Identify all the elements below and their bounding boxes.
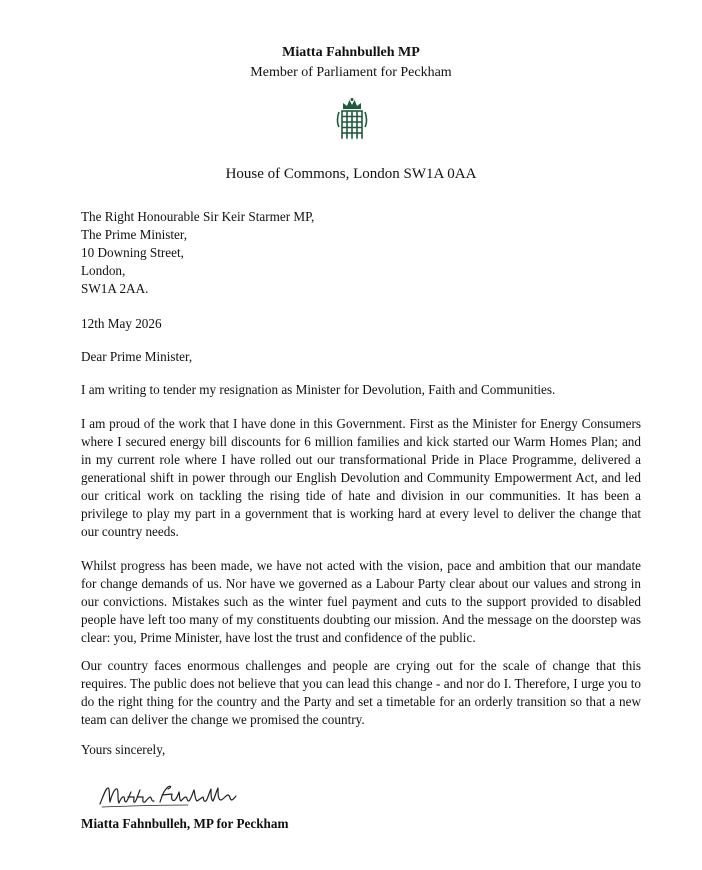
closing: Yours sincerely, bbox=[81, 742, 166, 757]
recipient-address bbox=[81, 208, 641, 298]
letter-date: 12th May 2026 bbox=[81, 316, 162, 331]
recipient-line: The Right Honourable Sir Keir Starmer MP, bbox=[81, 209, 315, 224]
mp-name: Miatta Fahnbulleh MP bbox=[282, 45, 420, 60]
portcullis-icon bbox=[335, 97, 369, 141]
mp-role: Member of Parliament for Peckham bbox=[250, 65, 452, 80]
recipient-line: 10 Downing Street, bbox=[81, 245, 184, 260]
house-address: House of Commons, London SW1A 0AA bbox=[225, 166, 477, 182]
salutation: Dear Prime Minister, bbox=[81, 349, 193, 364]
handwritten-signature bbox=[98, 780, 238, 810]
recipient-line: SW1A 2AA. bbox=[81, 281, 149, 296]
body-paragraph: I am writing to tender my resignation as Minister for Devolution, Faith and Communities. bbox=[81, 382, 556, 397]
recipient-line: London, bbox=[81, 263, 126, 278]
body-paragraph: Whilst progress has been made, we have not acted with the vision, pace and ambition that our mandate for change demands of us. Nor have we governed as a Labour Party clear about our values and strong in our convictions. Mistakes such as the winter fuel payment and cuts to the support provided to disabled people have left too many of my constituents doubting our mission. And the message on the doorstep was clear: you, Prime Minister, have lost the trust and confidence of the public. bbox=[81, 558, 641, 645]
recipient-line: The Prime Minister, bbox=[81, 227, 188, 242]
body-paragraph: I am proud of the work that I have done in this Government. First as the Minister for Energy Consumers where I secured energy bill discounts for 6 million families and kick started our Warm Homes Plan; and in my current role where I have rolled out our transformational Pride in Place Programme, delivered a generational shift in power through our English Devolution and Community Empowerment Act, and led our critical work on tackling the rising tide of hate and division in our communities. It has been a privilege to play my part in a government that is working hard at every level to deliver the change that our country needs. bbox=[81, 416, 641, 539]
signatory-name: Miatta Fahnbulleh, MP for Peckham bbox=[81, 816, 289, 831]
body-paragraph: Our country faces enormous challenges and people are crying out for the scale of change that this requires. The public does not believe that you can lead this change - and nor do I. Therefore, I urge you to do the right thing for the country and the Party and set a timetable for an orderly transition so that a new team can deliver the change we promised the country. bbox=[81, 658, 641, 727]
